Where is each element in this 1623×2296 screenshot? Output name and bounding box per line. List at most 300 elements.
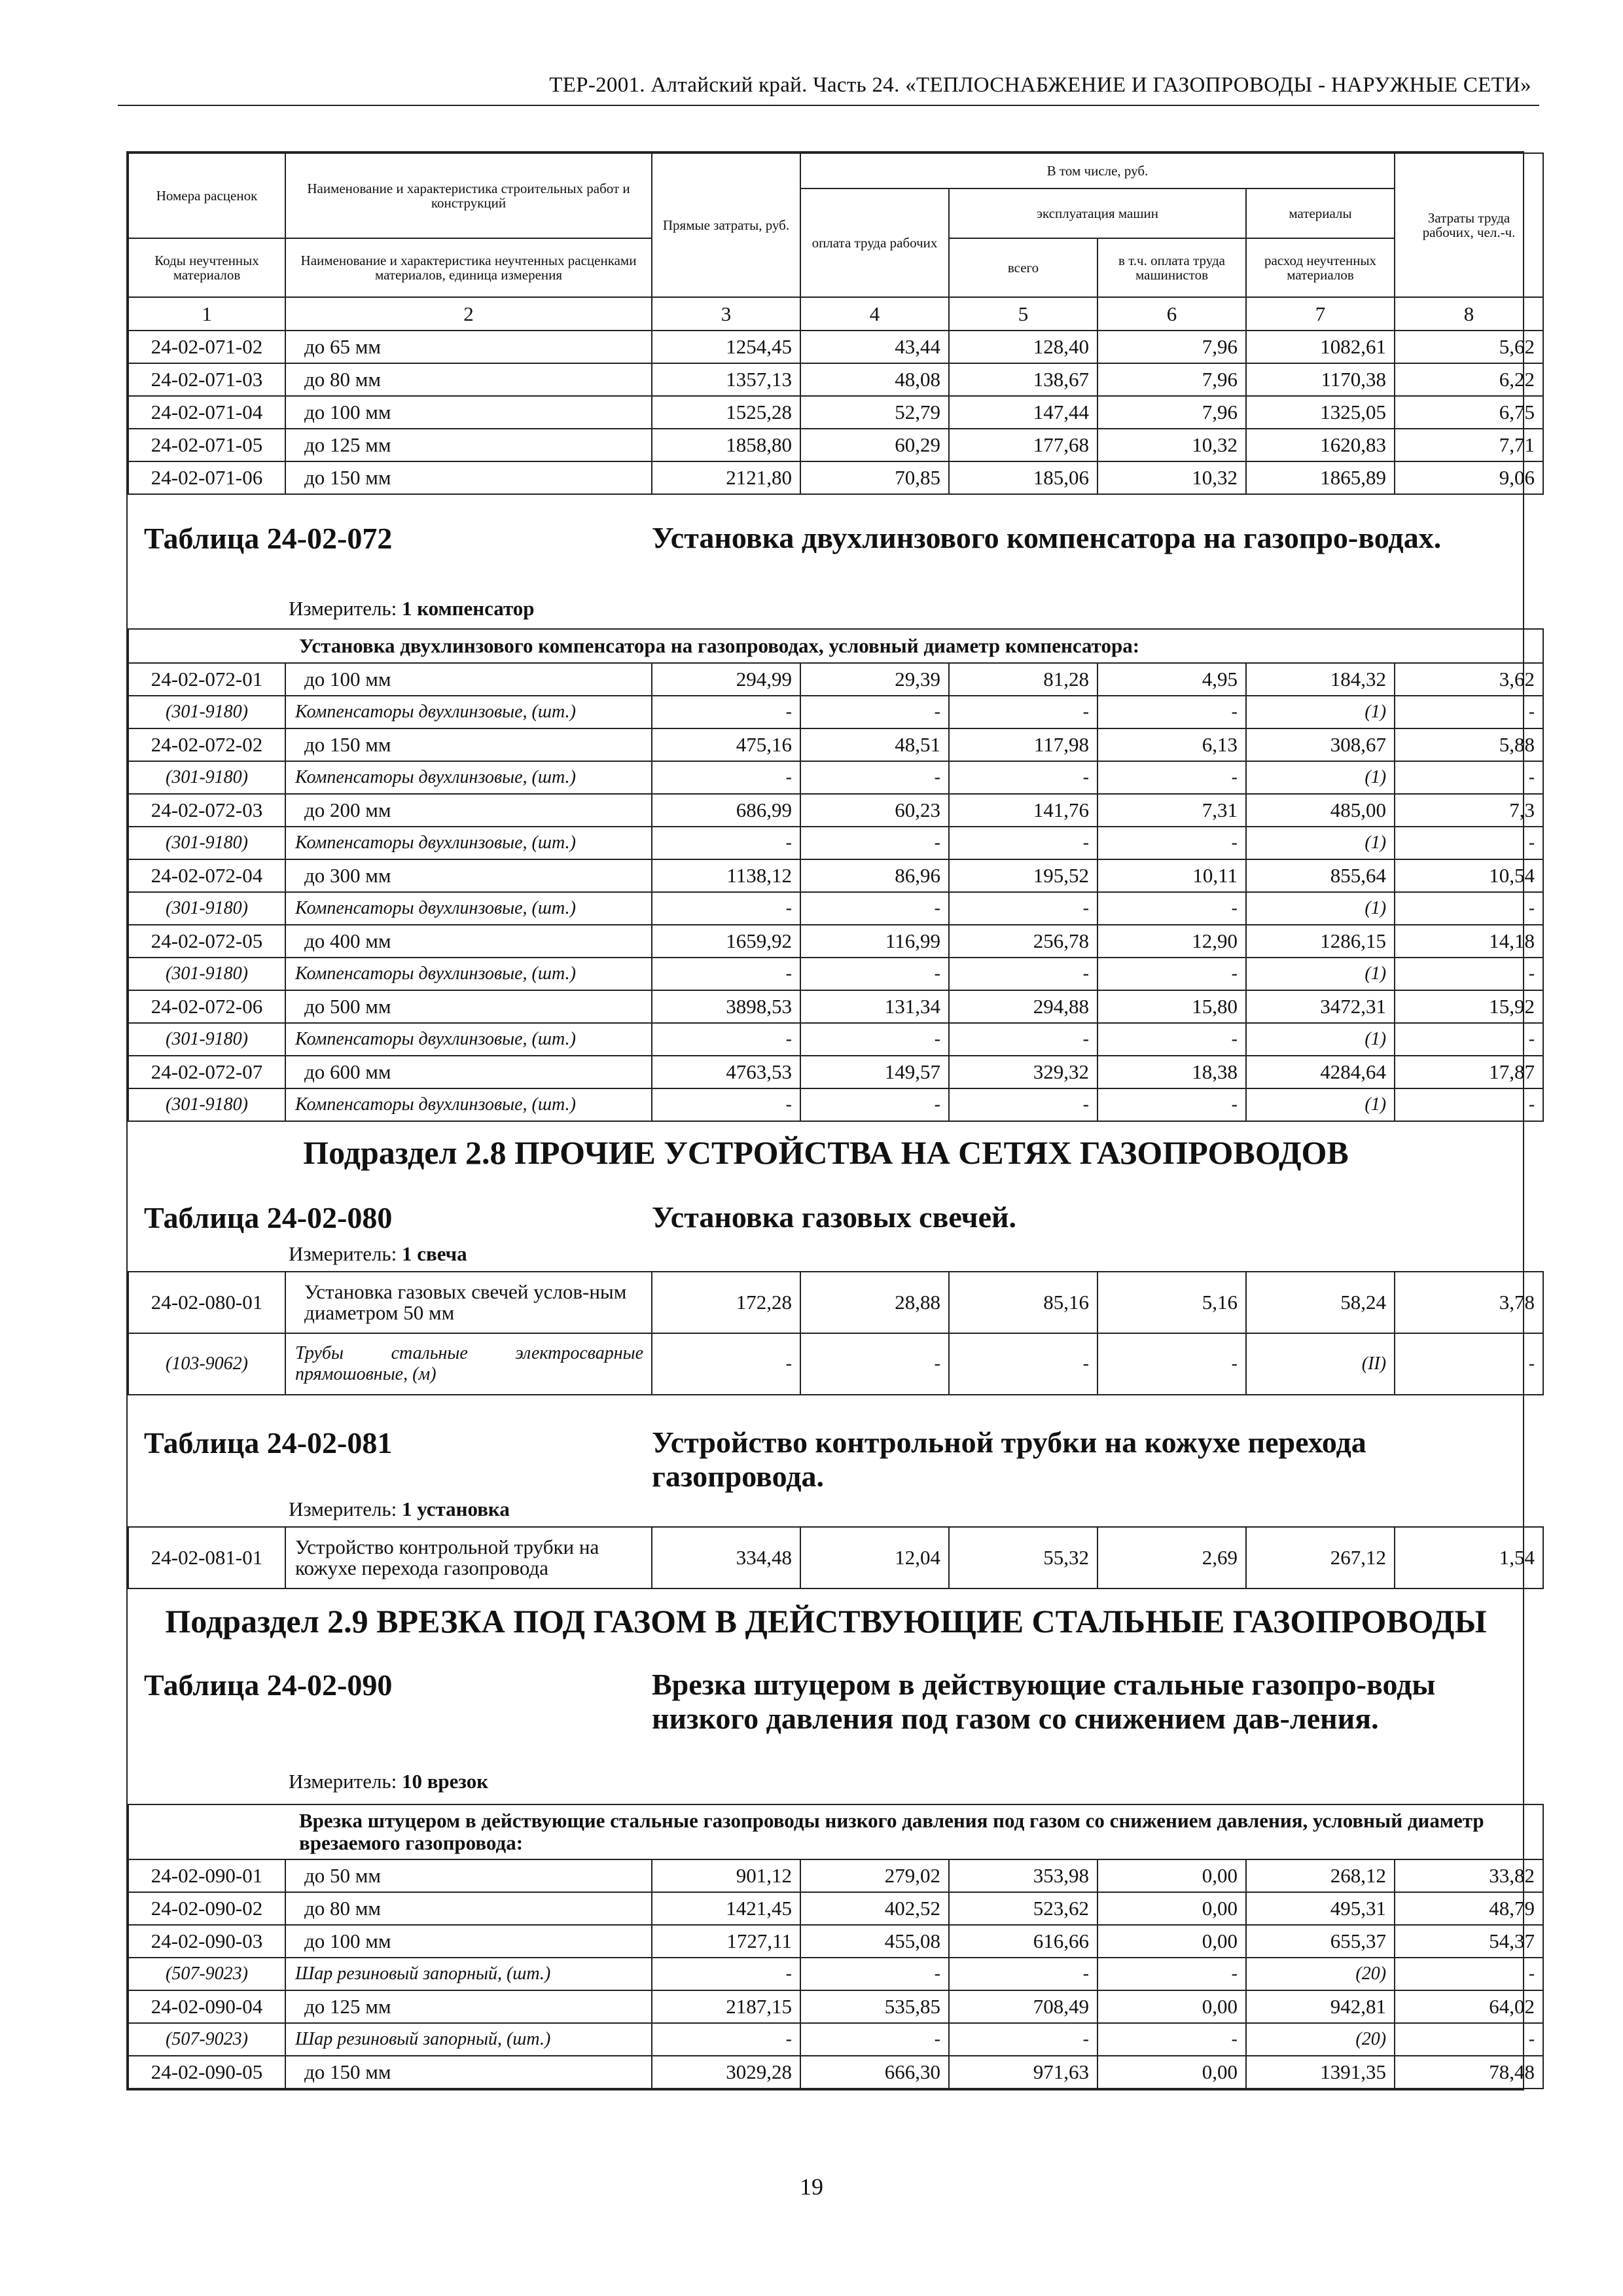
table-row [128, 2056, 1543, 2089]
material-value-cell: - [800, 1958, 949, 1990]
work-description: до 80 мм [285, 1892, 652, 1925]
value-cell: 9,06 [1395, 461, 1543, 494]
material-value-cell: - [1097, 892, 1246, 925]
material-code: (507-9023) [128, 1958, 285, 1990]
rate-code: 24-02-072-05 [128, 925, 285, 958]
material-value-cell: - [800, 1088, 949, 1121]
measure-unit [289, 1498, 510, 1521]
material-row [128, 2023, 1543, 2056]
material-value-cell: (II) [1246, 1333, 1395, 1395]
value-cell: 535,85 [800, 1990, 949, 2023]
rate-code: 24-02-090-05 [128, 2056, 285, 2089]
value-cell: 86,96 [800, 859, 949, 892]
group-caption-row [128, 629, 1543, 663]
value-cell: 1659,92 [652, 925, 800, 958]
value-cell: 0,00 [1097, 1990, 1246, 2023]
material-value-cell: - [949, 1088, 1097, 1121]
value-cell: 195,52 [949, 859, 1097, 892]
material-value-cell: - [949, 958, 1097, 990]
material-value-cell: - [652, 827, 800, 859]
value-cell: 4,95 [1097, 663, 1246, 696]
col-header-codes-bottom: Коды неучтенных материалов [128, 238, 285, 297]
material-value-cell: - [1097, 696, 1246, 728]
table-label: Таблица 24-02-072 [144, 522, 393, 555]
value-cell: 1525,28 [652, 396, 800, 429]
material-value-cell: - [1395, 696, 1543, 728]
value-cell: 855,64 [1246, 859, 1395, 892]
table-row [128, 1272, 1543, 1333]
value-cell: 4763,53 [652, 1056, 800, 1088]
table-081-heading [128, 1395, 1543, 1527]
subsection-29-heading-block [128, 1589, 1543, 1804]
material-value-cell: (20) [1246, 2023, 1395, 2056]
value-cell: 616,66 [949, 1925, 1097, 1958]
material-value-cell: - [800, 696, 949, 728]
value-cell: 185,06 [949, 461, 1097, 494]
material-value-cell: - [652, 958, 800, 990]
work-description: до 150 мм [285, 2056, 652, 2089]
material-value-cell: (1) [1246, 958, 1395, 990]
col-header-material-usage: расход неучтенных материалов [1246, 238, 1395, 297]
value-cell: 60,29 [800, 429, 949, 461]
material-value-cell: - [1395, 1023, 1543, 1056]
value-cell: 14,18 [1395, 925, 1543, 958]
material-value-cell: (1) [1246, 1023, 1395, 1056]
material-value-cell: (1) [1246, 696, 1395, 728]
measure-value: 1 компенсатор [401, 597, 535, 620]
value-cell: 117,98 [949, 728, 1097, 761]
material-value-cell: - [652, 1958, 800, 1990]
value-cell: 3898,53 [652, 990, 800, 1023]
table-row [128, 331, 1543, 363]
material-value-cell: - [1097, 1333, 1246, 1395]
table-072-heading-block [128, 495, 1543, 628]
subsection-28-heading [128, 1121, 1543, 1272]
group-caption: Установка двухлинзового компенсатора на газопроводах, условный диаметр компенсатора: [128, 629, 1543, 663]
material-value-cell: - [1097, 761, 1246, 794]
value-cell: 2121,80 [652, 461, 800, 494]
material-value-cell: - [1097, 1958, 1246, 1990]
work-description: до 100 мм [285, 663, 652, 696]
page-number: 19 [800, 2174, 823, 2200]
value-cell: 402,52 [800, 1892, 949, 1925]
value-cell: 1286,15 [1246, 925, 1395, 958]
value-cell: 1357,13 [652, 363, 800, 396]
material-value-cell: - [949, 827, 1097, 859]
col-header-name-bottom: Наименование и характеристика неучтенных расценками материалов, единица измерения [285, 238, 652, 297]
rate-code: 24-02-071-03 [128, 363, 285, 396]
material-description: Трубы стальные электросварные прямошовные, (м) [285, 1333, 652, 1395]
col-number: 7 [1246, 297, 1395, 331]
value-cell: 128,40 [949, 331, 1097, 363]
work-description: до 150 мм [285, 461, 652, 494]
value-cell: 942,81 [1246, 1990, 1395, 2023]
value-cell: 1391,35 [1246, 2056, 1395, 2089]
value-cell: 7,71 [1395, 429, 1543, 461]
material-value-cell: - [652, 1333, 800, 1395]
value-cell: 971,63 [949, 2056, 1097, 2089]
value-cell: 17,87 [1395, 1056, 1543, 1088]
rate-code: 24-02-072-02 [128, 728, 285, 761]
value-cell: 7,96 [1097, 363, 1246, 396]
material-row [128, 1023, 1543, 1056]
table-title: Устройство контрольной трубки на кожухе перехода газопровода. [652, 1426, 1366, 1493]
col-header-machines: эксплуатация машин [949, 188, 1246, 238]
value-cell: 329,32 [949, 1056, 1097, 1088]
material-value-cell: - [800, 958, 949, 990]
value-cell: 12,90 [1097, 925, 1246, 958]
rate-code: 24-02-081-01 [128, 1527, 285, 1588]
table-081-heading-block [128, 1395, 1543, 1526]
material-value-cell: - [652, 2023, 800, 2056]
material-description: Компенсаторы двухлинзовые, (шт.) [285, 696, 652, 728]
measure-value: 1 установка [401, 1498, 510, 1520]
col-header-labor: Затраты труда рабочих, чел.-ч. [1395, 153, 1543, 297]
value-cell: 184,32 [1246, 663, 1395, 696]
table-title: Установка газовых свечей. [652, 1200, 1016, 1234]
value-cell: 308,67 [1246, 728, 1395, 761]
subsection-29-heading-cell [128, 1588, 1543, 1804]
value-cell: 256,78 [949, 925, 1097, 958]
value-cell: 116,99 [800, 925, 949, 958]
value-cell: 54,37 [1395, 1925, 1543, 1958]
value-cell: 7,96 [1097, 396, 1246, 429]
value-cell: 666,30 [800, 2056, 949, 2089]
material-code: (301-9180) [128, 892, 285, 925]
work-description: до 125 мм [285, 429, 652, 461]
material-value-cell: - [800, 761, 949, 794]
material-row [128, 958, 1543, 990]
value-cell: 708,49 [949, 1990, 1097, 2023]
material-description: Компенсаторы двухлинзовые, (шт.) [285, 761, 652, 794]
value-cell: 10,32 [1097, 461, 1246, 494]
value-cell: 138,67 [949, 363, 1097, 396]
material-value-cell: - [1395, 827, 1543, 859]
measure-unit [289, 1770, 488, 1793]
value-cell: 2187,15 [652, 1990, 800, 2023]
material-code: (103-9062) [128, 1333, 285, 1395]
work-description: до 125 мм [285, 1990, 652, 2023]
value-cell: 3472,31 [1246, 990, 1395, 1023]
material-description: Компенсаторы двухлинзовые, (шт.) [285, 1088, 652, 1121]
material-value-cell: (1) [1246, 1088, 1395, 1121]
material-value-cell: - [1097, 1088, 1246, 1121]
measure-label: Измеритель: [289, 1498, 397, 1520]
material-value-cell: - [1395, 958, 1543, 990]
material-code: (301-9180) [128, 761, 285, 794]
value-cell: 18,38 [1097, 1056, 1246, 1088]
value-cell: 475,16 [652, 728, 800, 761]
table-072-heading [128, 494, 1543, 629]
material-code: (301-9180) [128, 1023, 285, 1056]
value-cell: 141,76 [949, 794, 1097, 827]
material-value-cell: - [652, 1023, 800, 1056]
value-cell: 3029,28 [652, 2056, 800, 2089]
table-row [128, 990, 1543, 1023]
material-value-cell: - [949, 696, 1097, 728]
material-description: Компенсаторы двухлинзовые, (шт.) [285, 1023, 652, 1056]
col-header-codes-top: Номера расценок [128, 153, 285, 238]
work-description: до 150 мм [285, 728, 652, 761]
value-cell: 6,22 [1395, 363, 1543, 396]
value-cell: 267,12 [1246, 1527, 1395, 1588]
rate-code: 24-02-090-04 [128, 1990, 285, 2023]
value-cell: 12,04 [800, 1527, 949, 1588]
table-row [128, 728, 1543, 761]
material-value-cell: - [800, 827, 949, 859]
rate-code: 24-02-072-06 [128, 990, 285, 1023]
value-cell: 60,23 [800, 794, 949, 827]
material-description: Шар резиновый запорный, (шт.) [285, 2023, 652, 2056]
material-code: (301-9180) [128, 1088, 285, 1121]
table-title: Врезка штуцером в действующие стальные газопро-воды низкого давления под газом со снижением дав-ления. [652, 1668, 1436, 1735]
value-cell: 1325,05 [1246, 396, 1395, 429]
table-row [128, 663, 1543, 696]
work-description: до 100 мм [285, 396, 652, 429]
rate-code: 24-02-090-02 [128, 1892, 285, 1925]
value-cell: 523,62 [949, 1892, 1097, 1925]
material-value-cell: - [1097, 1023, 1246, 1056]
rate-code: 24-02-072-03 [128, 794, 285, 827]
value-cell: 70,85 [800, 461, 949, 494]
value-cell: 1865,89 [1246, 461, 1395, 494]
value-cell: 52,79 [800, 396, 949, 429]
material-value-cell: - [949, 1333, 1097, 1395]
material-value-cell: - [949, 761, 1097, 794]
value-cell: 147,44 [949, 396, 1097, 429]
col-header-machinist-wages: в т.ч. оплата труда машинистов [1097, 238, 1246, 297]
value-cell: 7,31 [1097, 794, 1246, 827]
running-header: ТЕР-2001. Алтайский край. Часть 24. «ТЕПЛОСНАБЖЕНИЕ И ГАЗОПРОВОДЫ - НАРУЖНЫЕ СЕТИ» [549, 73, 1531, 97]
work-description: до 80 мм [285, 363, 652, 396]
material-row [128, 696, 1543, 728]
material-value-cell: (1) [1246, 827, 1395, 859]
value-cell: 5,16 [1097, 1272, 1246, 1333]
value-cell: 268,12 [1246, 1859, 1395, 1892]
work-description: до 300 мм [285, 859, 652, 892]
material-value-cell: - [1097, 958, 1246, 990]
material-row [128, 1958, 1543, 1990]
value-cell: 43,44 [800, 331, 949, 363]
value-cell: 5,88 [1395, 728, 1543, 761]
subsection-28-heading-cell [128, 1121, 1543, 1272]
table-row [128, 925, 1543, 958]
value-cell: 0,00 [1097, 1925, 1246, 1958]
table-row [128, 859, 1543, 892]
group-caption-row [128, 1804, 1543, 1859]
value-cell: 33,82 [1395, 1859, 1543, 1892]
table-row [128, 1056, 1543, 1088]
work-description: до 500 мм [285, 990, 652, 1023]
measure-label: Измеритель: [289, 597, 397, 620]
value-cell: 334,48 [652, 1527, 800, 1588]
work-description: до 400 мм [285, 925, 652, 958]
value-cell: 48,51 [800, 728, 949, 761]
rate-code: 24-02-072-04 [128, 859, 285, 892]
col-header-direct-costs: Прямые затраты, руб. [652, 153, 800, 297]
material-value-cell: - [1395, 1088, 1543, 1121]
rate-code: 24-02-090-03 [128, 1925, 285, 1958]
work-description: до 200 мм [285, 794, 652, 827]
measure-label: Измеритель: [289, 1242, 397, 1265]
col-number: 6 [1097, 297, 1246, 331]
material-value-cell: - [949, 1958, 1097, 1990]
value-cell: 1254,45 [652, 331, 800, 363]
measure-unit [289, 597, 535, 620]
value-cell: 495,31 [1246, 1892, 1395, 1925]
table-title: Установка двухлинзового компенсатора на газопро-водах. [652, 521, 1442, 554]
material-value-cell: - [1395, 1333, 1543, 1395]
material-value-cell: - [949, 1023, 1097, 1056]
col-header-including: В том числе, руб. [800, 153, 1395, 188]
value-cell: 0,00 [1097, 2056, 1246, 2089]
material-value-cell: - [1097, 827, 1246, 859]
value-cell: 901,12 [652, 1859, 800, 1892]
material-value-cell: - [800, 892, 949, 925]
rate-code: 24-02-071-06 [128, 461, 285, 494]
material-code: (301-9180) [128, 696, 285, 728]
material-value-cell: - [800, 2023, 949, 2056]
table-row [128, 363, 1543, 396]
material-row [128, 892, 1543, 925]
value-cell: 10,11 [1097, 859, 1246, 892]
table-label: Таблица 24-02-090 [144, 1668, 393, 1702]
subsection-28-heading-block [128, 1122, 1543, 1271]
subsection-title: Подраздел 2.9 ВРЕЗКА ПОД ГАЗОМ В ДЕЙСТВУЮЩИЕ СТАЛЬНЫЕ ГАЗОПРОВОДЫ [165, 1603, 1487, 1640]
material-value-cell: - [800, 1023, 949, 1056]
value-cell: 1082,61 [1246, 331, 1395, 363]
value-cell: 6,13 [1097, 728, 1246, 761]
table-row [128, 1925, 1543, 1958]
measure-value: 10 врезок [401, 1770, 489, 1793]
work-description: до 600 мм [285, 1056, 652, 1088]
col-number: 5 [949, 297, 1097, 331]
value-cell: 64,02 [1395, 1990, 1543, 2023]
material-value-cell: - [1395, 2023, 1543, 2056]
value-cell: 28,88 [800, 1272, 949, 1333]
value-cell: 15,80 [1097, 990, 1246, 1023]
table-label: Таблица 24-02-080 [144, 1201, 393, 1234]
value-cell: 0,00 [1097, 1892, 1246, 1925]
value-cell: 85,16 [949, 1272, 1097, 1333]
col-header-wages: оплата труда рабочих [800, 188, 949, 297]
material-value-cell: (1) [1246, 761, 1395, 794]
measure-value: 1 свеча [401, 1242, 467, 1265]
table-row [128, 1859, 1543, 1892]
material-description: Компенсаторы двухлинзовые, (шт.) [285, 892, 652, 925]
material-value-cell: - [652, 696, 800, 728]
material-value-cell: - [949, 2023, 1097, 2056]
col-number: 2 [285, 297, 652, 331]
rate-code: 24-02-080-01 [128, 1272, 285, 1333]
col-number: 1 [128, 297, 285, 331]
col-number: 8 [1395, 297, 1543, 331]
material-value-cell: - [652, 892, 800, 925]
table-row [128, 1990, 1543, 2023]
material-description: Шар резиновый запорный, (шт.) [285, 1958, 652, 1990]
value-cell: 353,98 [949, 1859, 1097, 1892]
value-cell: 0,00 [1097, 1859, 1246, 1892]
measure-label: Измеритель: [289, 1770, 397, 1793]
table-072-heading-cell [128, 494, 1543, 629]
material-value-cell: (1) [1246, 892, 1395, 925]
rate-code: 24-02-071-02 [128, 331, 285, 363]
value-cell: 279,02 [800, 1859, 949, 1892]
value-cell: 686,99 [652, 794, 800, 827]
value-cell: 1421,45 [652, 1892, 800, 1925]
table-row [128, 1527, 1543, 1588]
table-row [128, 461, 1543, 494]
col-number: 4 [800, 297, 949, 331]
table-row [128, 396, 1543, 429]
rates-table [128, 152, 1544, 2089]
material-value-cell: - [1395, 761, 1543, 794]
value-cell: 10,54 [1395, 859, 1543, 892]
material-value-cell: - [1395, 1958, 1543, 1990]
value-cell: 78,48 [1395, 2056, 1543, 2089]
value-cell: 131,34 [800, 990, 949, 1023]
subsection-title: Подраздел 2.8 ПРОЧИЕ УСТРОЙСТВА НА СЕТЯХ ГАЗОПРОВОДОВ [303, 1134, 1349, 1171]
value-cell: 48,08 [800, 363, 949, 396]
value-cell: 1620,83 [1246, 429, 1395, 461]
value-cell: 1,54 [1395, 1527, 1543, 1588]
value-cell: 655,37 [1246, 1925, 1395, 1958]
price-table [126, 151, 1535, 2090]
value-cell: 10,32 [1097, 429, 1246, 461]
rate-code: 24-02-072-07 [128, 1056, 285, 1088]
value-cell: 177,68 [949, 429, 1097, 461]
value-cell: 1138,12 [652, 859, 800, 892]
col-header-materials: материалы [1246, 188, 1395, 238]
table-row [128, 429, 1543, 461]
rate-code: 24-02-072-01 [128, 663, 285, 696]
value-cell: 455,08 [800, 1925, 949, 1958]
material-row [128, 761, 1543, 794]
material-row [128, 1088, 1543, 1121]
value-cell: 7,3 [1395, 794, 1543, 827]
value-cell: 48,79 [1395, 1892, 1543, 1925]
table-row [128, 1892, 1543, 1925]
header-rule [118, 105, 1539, 106]
table-label: Таблица 24-02-081 [144, 1426, 393, 1460]
value-cell: 58,24 [1246, 1272, 1395, 1333]
rate-code: 24-02-071-05 [128, 429, 285, 461]
value-cell: 294,88 [949, 990, 1097, 1023]
value-cell: 5,62 [1395, 331, 1543, 363]
col-header-name-top: Наименование и характеристика строительных работ и конструкций [285, 153, 652, 238]
rate-code: 24-02-090-01 [128, 1859, 285, 1892]
material-code: (301-9180) [128, 827, 285, 859]
material-code: (301-9180) [128, 958, 285, 990]
material-value-cell: (20) [1246, 1958, 1395, 1990]
value-cell: 485,00 [1246, 794, 1395, 827]
value-cell: 172,28 [652, 1272, 800, 1333]
value-cell: 81,28 [949, 663, 1097, 696]
value-cell: 1858,80 [652, 429, 800, 461]
material-description: Компенсаторы двухлинзовые, (шт.) [285, 958, 652, 990]
table-row [128, 794, 1543, 827]
value-cell: 1170,38 [1246, 363, 1395, 396]
material-value-cell: - [1097, 2023, 1246, 2056]
group-caption: Врезка штуцером в действующие стальные газопроводы низкого давления под газом со снижением давления, условный диаметр врезаемого газопровода: [128, 1804, 1543, 1859]
value-cell: 4284,64 [1246, 1056, 1395, 1088]
value-cell: 294,99 [652, 663, 800, 696]
measure-unit [289, 1242, 467, 1266]
material-row [128, 1333, 1543, 1395]
col-number: 3 [652, 297, 800, 331]
material-value-cell: - [949, 892, 1097, 925]
work-description: до 100 мм [285, 1925, 652, 1958]
